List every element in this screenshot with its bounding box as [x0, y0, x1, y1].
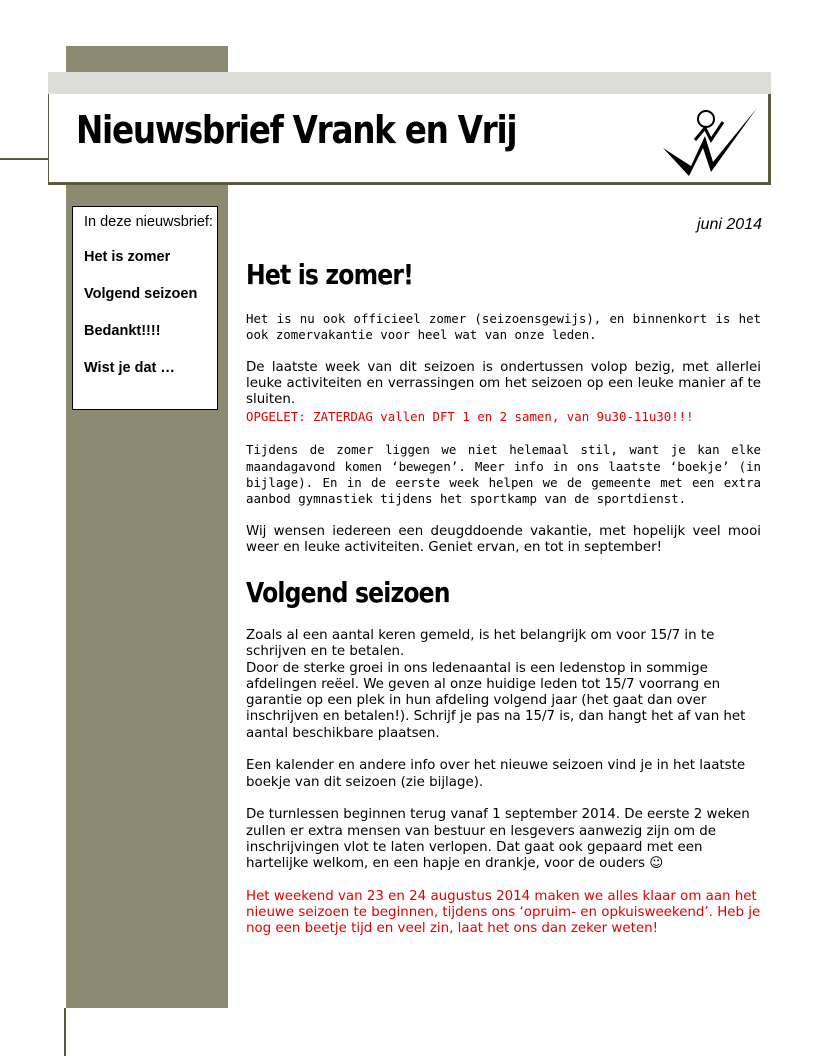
- alert-text: OPGELET: ZATERDAG vallen DFT 1 en 2 samen, van 9u30-11u30!!!: [246, 408, 694, 424]
- toc-item-wist-je-dat[interactable]: Wist je dat …: [84, 360, 175, 376]
- paragraph: Tijdens de zomer liggen we niet helemaal stil, want je kan elke maandagavond komen ‘bewegen’. Meer info in ons laatste ‘boekje’ (in bijlage). En in de eerste week helpen we de gemeente met een extra aanbod gymnastiek tijdens het sportkamp van de sportdienst.: [246, 442, 761, 507]
- toc-item-volgend-seizoen[interactable]: Volgend seizoen: [84, 286, 198, 302]
- header-box: [48, 94, 771, 185]
- toc-item-bedankt[interactable]: Bedankt!!!!: [84, 323, 161, 339]
- section-body-volgend-seizoen: [246, 628, 761, 954]
- alert-paragraph: Het weekend van 23 en 24 augustus 2014 maken we alles klaar om aan het nieuwe seizoen te beginnen, tijdens ons ‘opruim- en opkuisweekend’. Heb je nog een beetje tijd en veel zin, laat het ons dan zeker weten!: [246, 888, 761, 937]
- vrank-en-vrij-logo: [661, 100, 759, 180]
- paragraph-text: De laatste week van dit seizoen is ondertussen volop bezig, met allerlei leuke activiteiten en verrassingen om het seizoen op een leuke manier af te sluiten.: [246, 359, 761, 408]
- paragraph: Wij wensen iedereen een deugddoende vakantie, met hopelijk veel mooi weer en leuke activiteiten. Geniet ervan, en tot in september!: [246, 523, 761, 556]
- sidebar-band: [66, 46, 228, 1008]
- paragraph: Het is nu ook officieel zomer (seizoensgewijs), en binnenkort is het ook zomervakantie voor heel wat van onze leden.: [246, 311, 761, 343]
- section-heading-volgend-seizoen: Volgend seizoen: [246, 576, 450, 609]
- toc-item-het-is-zomer[interactable]: Het is zomer: [84, 249, 171, 265]
- table-of-contents: [72, 206, 218, 410]
- paragraph-text: Zoals al een aantal keren gemeld, is het belangrijk om voor 15/7 in te schrijven en te betalen.: [246, 628, 715, 660]
- paragraph-text: Door de sterke groei in ons ledenaantal is een ledenstop in sommige afdelingen reëel. We geven al onze huidige leden tot 15/7 voorrang en garantie op een plek in hun afdeling volgend jaar (het gaat dan over inschrijven en betalen!). Schrijf je pas na 15/7 is, dan hangt het af van het aantal beschikbare plaatsen.: [246, 660, 746, 741]
- header-shadow-bar: [48, 72, 771, 96]
- header-left-rule: [0, 158, 48, 160]
- section-heading-het-is-zomer: Het is zomer!: [246, 258, 414, 291]
- paragraph: [246, 628, 761, 742]
- paragraph: De turnlessen beginnen terug vanaf 1 september 2014. De eerste 2 weken zullen er extra mensen van bestuur en lesgevers aanwezig zijn om de inschrijvingen vlot te laten verlopen. Dat gaat ook gepaard met een hartelijke welkom, en een hapje en drankje, voor de ouders ☺: [246, 807, 750, 872]
- section-body-het-is-zomer: [246, 311, 761, 573]
- paragraph: Een kalender en andere info over het nieuwe seizoen vind je in het laatste boekje van dit seizoen (zie bijlage).: [246, 758, 746, 790]
- toc-intro: In deze nieuwsbrief:: [84, 214, 213, 230]
- issue-date: juni 2014: [697, 216, 762, 233]
- paragraph: [246, 360, 761, 426]
- left-rule: [64, 1008, 66, 1056]
- newsletter-title: Nieuwsbrief Vrank en Vrij: [76, 108, 517, 152]
